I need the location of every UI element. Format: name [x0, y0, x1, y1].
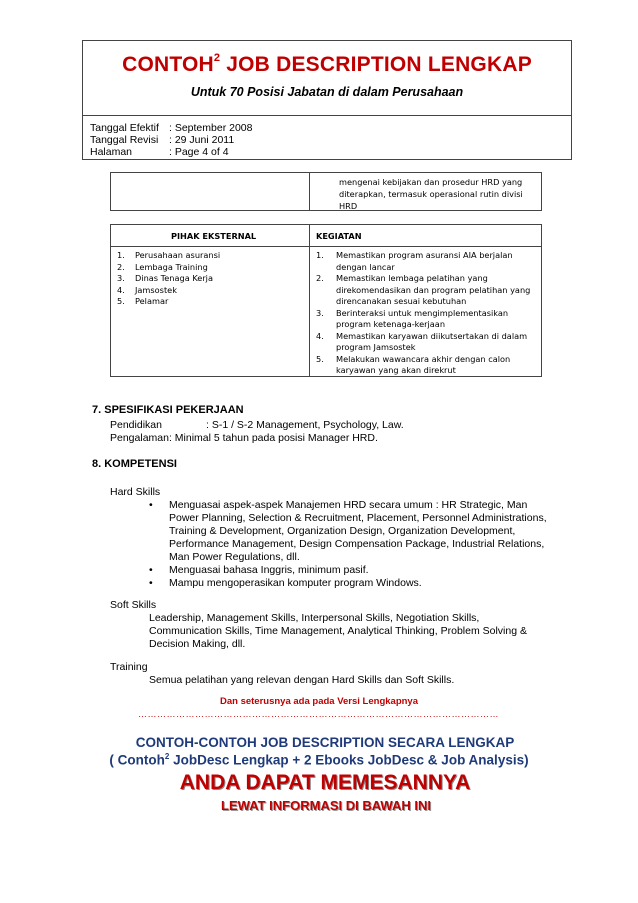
pengalaman-line: Pengalaman: Minimal 5 tahun pada posisi Manager HRD. — [110, 432, 378, 444]
hard-skills-label: Hard Skills — [110, 486, 161, 498]
hard-skills-list — [149, 499, 557, 590]
header-divider — [83, 115, 571, 116]
external-parties-table — [110, 224, 542, 377]
meta-page: Halaman : Page 4 of 4 — [90, 146, 229, 158]
section-8-heading: 8. KOMPETENSI — [92, 458, 177, 470]
table-cell-text: mengenai kebijakan dan prosedur HRD yang diterapkan, termasuk operasional rutin divisi HRD — [339, 177, 523, 211]
list-item: 1. Perusahaan asuransi — [117, 250, 221, 260]
training-label: Training — [110, 661, 148, 673]
bullet-icon: • — [149, 499, 153, 511]
meta-revision-date: Tanggal Revisi : 29 Juni 2011 — [90, 134, 235, 146]
dotted-separator: …………………………………………………………………………………………………… — [138, 709, 499, 719]
training-text: Semua pelatihan yang relevan dengan Hard Skills dan Soft Skills. — [149, 674, 455, 686]
col-header-pihak: PIHAK EKSTERNAL — [171, 231, 257, 241]
bullet-icon: • — [149, 564, 153, 576]
kegiatan-list — [316, 250, 534, 377]
list-item: • Menguasai aspek-aspek Manajemen HRD secara umum : HR Strategic, Man Power Planning, Selection & Recruitment, Placement, Personnel Administrations, Training & Development, Organization Design, Organization Development, Performance Management, Design Compensation Package, Industrial Relations, Man Power Regulations, dll. — [149, 499, 547, 563]
list-item: • Menguasai bahasa Inggris, minimum pasif. — [149, 564, 369, 576]
list-item: 5. Pelamar — [117, 296, 169, 306]
section-7-heading: 7. SPESIFIKASI PEKERJAAN — [92, 404, 244, 416]
list-item: 2. Memastikan lembaga pelatihan yang direkomendasikan dan program pelatihan yang direncanakan sesuai kebutuhan — [316, 273, 531, 306]
soft-skills-text: Leadership, Management Skills, Interpersonal Skills, Negotiation Skills, Communication Skills, Time Management, Analytical Thinking, Problem Solving & Decision Making, dll. — [149, 612, 527, 650]
more-note: Dan seterusnya ada pada Versi Lengkapnya — [219, 696, 418, 707]
list-item: 3. Dinas Tenaga Kerja — [117, 273, 213, 283]
bullet-icon: • — [149, 577, 153, 589]
list-item: 3. Berinteraksi untuk mengimplementasikan program ketenaga-kerjaan — [316, 307, 509, 329]
promo-line-1: CONTOH-CONTOH JOB DESCRIPTION SECARA LENGKAP — [135, 735, 515, 750]
list-item: 4. Jamsostek — [117, 284, 177, 295]
promo-line-4: LEWAT INFORMASI DI BAWAH INI — [221, 798, 431, 813]
table-continued — [110, 172, 542, 211]
col-header-kegiatan: KEGIATAN — [316, 231, 362, 241]
list-item: 5. Melakukan wawancara akhir dengan calon karyawan yang akan direkrut — [316, 353, 511, 375]
promo-line-2: ( Contoh$^2$ JobDesc Lengkap + 2 Ebooks JobDesc & Job Analysis) — [109, 752, 529, 768]
promo-line-3: ANDA DAPAT MEMESANNYA — [179, 771, 471, 794]
soft-skills-label: Soft Skills — [110, 599, 157, 611]
list-item: 1. Memastikan program asuransi AIA berjalan dengan lancar — [316, 250, 513, 272]
pendidikan-line: Pendidikan : S-1 / S-2 Management, Psychology, Law. — [110, 419, 404, 431]
meta-effective-date: Tanggal Efektif : September 2008 — [90, 122, 253, 134]
list-item: 4. Memastikan karyawan diikutsertakan di dalam program Jamsostek — [316, 330, 528, 352]
document-header — [82, 40, 572, 160]
document-title: CONTOH$^2$ JOB DESCRIPTION LENGKAP — [122, 52, 532, 76]
list-item: • Mampu mengoperasikan komputer program Windows. — [149, 577, 422, 589]
document-subtitle: Untuk 70 Posisi Jabatan di dalam Perusahaan — [190, 85, 464, 99]
pihak-list — [117, 250, 302, 308]
list-item: 2. Lembaga Training — [117, 261, 208, 272]
